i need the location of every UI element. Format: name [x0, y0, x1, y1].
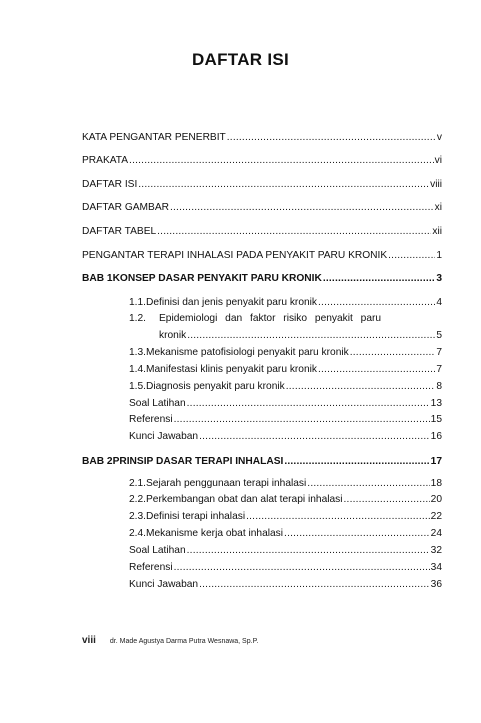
section-title: Manifestasi klinis penyakit paru kronik	[146, 364, 317, 375]
section-number: 2.1.	[129, 478, 146, 489]
toc-entry[interactable]	[82, 155, 442, 167]
section-page: 22	[430, 511, 442, 522]
toc-leader	[286, 381, 436, 393]
toc-entry-label: KATA PENGANTAR PENERBIT	[82, 132, 226, 143]
toc-leader	[187, 330, 435, 342]
toc-entry[interactable]	[82, 132, 442, 144]
toc-entry-page: 36	[430, 579, 442, 590]
toc-entry-page: viii	[430, 179, 442, 190]
section-title: Mekanisme patofisiologi penyakit paru kronik	[146, 347, 349, 358]
section-entry[interactable]	[129, 478, 442, 490]
section-entry[interactable]	[129, 528, 442, 540]
toc-leader	[318, 297, 435, 309]
toc-entry[interactable]	[82, 226, 442, 238]
toc-entry[interactable]	[129, 562, 442, 574]
section-page: 8	[436, 381, 442, 392]
toc-entry-page: vi	[434, 155, 442, 166]
toc-leader	[199, 579, 430, 591]
toc-entry-label: PRAKATA	[82, 155, 129, 166]
toc-leader	[129, 155, 434, 167]
section-number: 2.2.	[129, 494, 146, 505]
toc-leader	[284, 528, 430, 540]
chapter-page: 17	[430, 456, 442, 467]
section-number: 1.2.	[129, 313, 146, 324]
toc-leader	[227, 132, 436, 144]
toc-entry-page: 13	[430, 398, 442, 409]
toc-entry-label: PENGANTAR TERAPI INHALASI PADA PENYAKIT PARU KRONIK	[82, 250, 388, 261]
toc-leader	[199, 431, 430, 443]
toc-leader	[187, 545, 430, 557]
toc-leader	[174, 562, 430, 574]
section-page: 24	[430, 528, 442, 539]
section-title: Definisi terapi inhalasi	[146, 511, 246, 522]
toc-leader	[388, 250, 435, 262]
section-number: 1.3.	[129, 347, 146, 358]
toc-entry-page: 32	[430, 545, 442, 556]
chapter-entry[interactable]	[82, 456, 442, 468]
toc-leader	[344, 494, 430, 506]
section-entry[interactable]	[129, 297, 442, 309]
toc-leader	[174, 414, 430, 426]
section-number: 2.3.	[129, 511, 146, 522]
section-page: 7	[436, 347, 442, 358]
section-number: 1.4.	[129, 364, 146, 375]
toc-leader	[307, 478, 429, 490]
toc-entry-label: DAFTAR GAMBAR	[82, 202, 169, 213]
toc-entry-page: xi	[434, 202, 442, 213]
section-entry[interactable]	[129, 364, 442, 376]
section-page: 20	[430, 494, 442, 505]
toc-leader	[170, 202, 434, 214]
toc-entry[interactable]	[129, 431, 442, 443]
toc-leader	[246, 511, 430, 523]
toc-entry[interactable]	[82, 250, 442, 262]
section-page: 7	[436, 364, 442, 375]
toc-entry[interactable]	[129, 579, 442, 591]
toc-entry-label: Kunci Jawaban	[129, 431, 199, 442]
toc-leader	[350, 347, 436, 359]
chapter-entry[interactable]	[82, 273, 442, 285]
section-title: Sejarah penggunaan terapi inhalasi	[146, 478, 307, 489]
section-entry[interactable]	[129, 511, 442, 523]
toc-entry-label: Referensi	[129, 562, 173, 573]
section-page: 4	[436, 297, 442, 308]
section-page: 18	[430, 478, 442, 489]
toc-entry-page: 1	[436, 250, 442, 261]
toc-entry-page: 34	[430, 562, 442, 573]
section-title: Perkembangan obat dan alat terapi inhalasi	[146, 494, 343, 505]
toc-entry-page: 16	[430, 431, 442, 442]
toc-entry[interactable]	[129, 398, 442, 410]
toc-leader	[284, 456, 429, 468]
toc-entry[interactable]	[129, 414, 442, 426]
section-title: Diagnosis penyakit paru kronik	[146, 381, 285, 392]
toc-entry-page: v	[436, 132, 442, 143]
section-title-line1: Epidemiologi dan faktor risiko penyakit paru	[159, 313, 382, 324]
section-entry[interactable]	[129, 313, 406, 325]
footer-page-number: viii	[82, 635, 96, 646]
section-title-line2: kronik	[159, 330, 187, 341]
section-number: 2.4.	[129, 528, 146, 539]
chapter-title: KONSEP DASAR PENYAKIT PARU KRONIK	[112, 273, 322, 284]
chapter-page: 3	[436, 273, 442, 284]
section-entry-continuation[interactable]	[159, 330, 442, 342]
toc-leader	[318, 364, 435, 376]
section-title: Definisi dan jenis penyakit paru kronik	[146, 297, 318, 308]
section-entry[interactable]	[129, 381, 442, 393]
section-title: Mekanisme kerja obat inhalasi	[146, 528, 284, 539]
toc-leader	[157, 226, 431, 238]
section-entry[interactable]	[129, 347, 442, 359]
toc-leader	[138, 179, 429, 191]
chapter-number: BAB 1	[82, 273, 113, 284]
toc-entry-label: Kunci Jawaban	[129, 579, 199, 590]
toc-entry[interactable]	[82, 179, 442, 191]
toc-entry-label: Referensi	[129, 414, 173, 425]
toc-entry-label: Soal Latihan	[129, 398, 186, 409]
toc-entry-label: DAFTAR ISI	[82, 179, 138, 190]
toc-entry[interactable]	[129, 545, 442, 557]
section-page: 5	[436, 330, 442, 341]
toc-entry-page: 15	[430, 414, 442, 425]
chapter-title: PRINSIP DASAR TERAPI INHALASI	[112, 456, 284, 467]
page-footer	[82, 635, 258, 646]
chapter-number: BAB 2	[82, 456, 113, 467]
toc-entry-label: Soal Latihan	[129, 545, 186, 556]
toc-entry-page: xii	[432, 226, 442, 237]
toc-entry-label: DAFTAR TABEL	[82, 226, 157, 237]
toc-entry[interactable]	[82, 202, 442, 214]
page-title: DAFTAR ISI	[191, 50, 290, 69]
footer-author: dr. Made Agustya Darma Putra Wesnawa, Sp.P.	[109, 638, 259, 645]
section-entry[interactable]	[129, 494, 442, 506]
toc-leader	[323, 273, 436, 285]
section-number: 1.5.	[129, 381, 146, 392]
toc-leader	[187, 398, 430, 410]
section-number: 1.1.	[129, 297, 146, 308]
